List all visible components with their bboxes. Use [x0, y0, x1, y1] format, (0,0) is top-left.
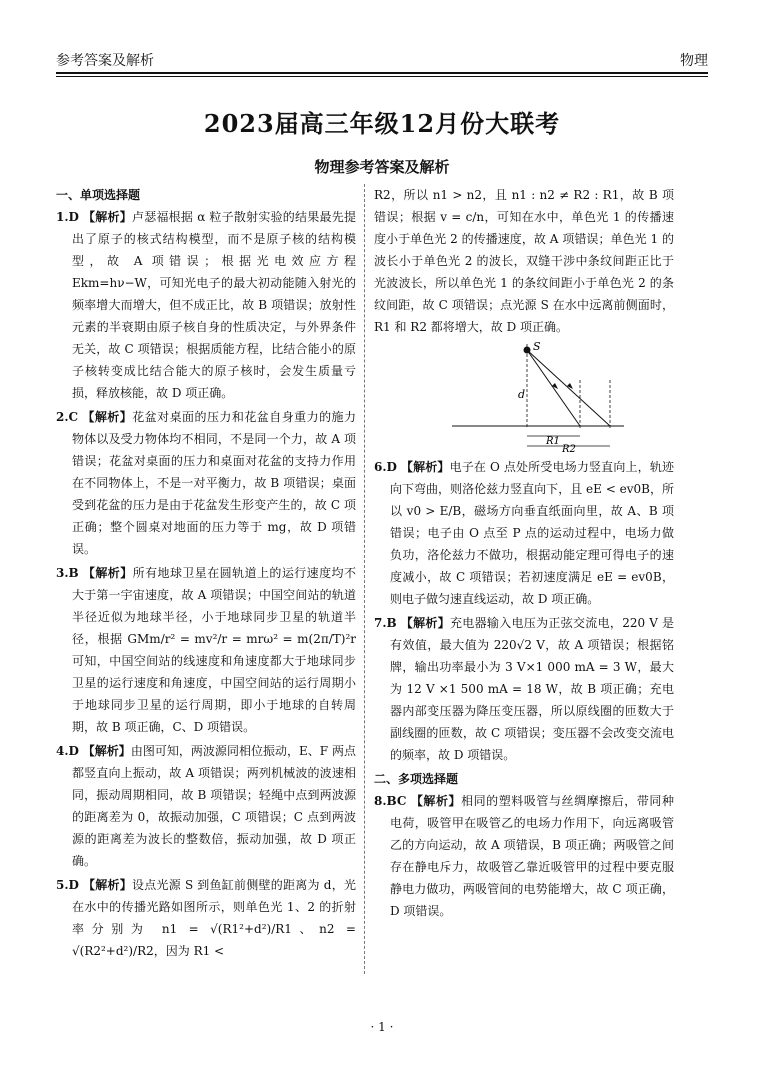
section-heading-single: 一、单项选择题	[56, 188, 141, 202]
answer-text: 设点光源 S 到鱼缸前侧壁的距离为 d，光在水中的传播光路如图所示，则单色光 1、2 的折射率分别为 n1 = √(R1²+d²)/R1、n2 = √(R2²+d²)/R2，因为 R1 <	[72, 878, 356, 958]
left-column	[56, 184, 356, 964]
answer-item-6	[374, 456, 674, 610]
answer-key: 4.D	[56, 744, 79, 758]
header-subject: 物理	[680, 53, 708, 69]
label-r2: R2	[562, 444, 576, 452]
answer-key: 1.D	[56, 210, 79, 224]
answer-text: 充电器输入电压为正弦交流电，220 V 是有效值，最大值为 220√2 V，故 A 项错误；根据铭牌，输出功率最小为 3 V×1 000 mA = 3 W，最大为 12 V ×1 500 mA = 18 W，故 B 项正确；充电器内部变压器为降压变压器，所以原线圈的匝数大于副线圈的匝数，故 C 项错误；变压器不会改变交流电的频率，故 D 项错误。	[390, 616, 674, 762]
label-d: d	[518, 388, 526, 401]
analysis-tag: 【解析】	[83, 210, 132, 224]
answer-text: 花盆对桌面的压力和花盆自身重力的施力物体以及受力物体均不相同，不是同一个力，故 A 项错误；花盆对桌面的压力和桌面对花盆的支持力作用在不同物体上，不是一对平衡力，故 B 项错误；桌面受到花盆的压力是由于花盆发生形变产生的，故 C 项正确；整个圆桌对地面的压力等于 mg，故 D 项错误。	[72, 410, 356, 556]
analysis-tag: 【解析】	[82, 410, 133, 424]
answer-key: 7.B	[374, 616, 397, 630]
page-subtitle: 物理参考答案及解析	[314, 158, 450, 176]
column-divider	[364, 184, 365, 974]
light-path-diagram	[434, 340, 634, 452]
header-left-text: 参考答案及解析	[56, 53, 154, 69]
light-source-point	[524, 347, 531, 354]
answer-text: 卢瑟福根据 α 粒子散射实验的结果最先提出了原子的核式结构模型，而不是原子核的结构模型，故 A 项错误；根据光电效应方程 Ekm=hν−W，可知光电子的最大初动能随入射光的频率增大而增大，但不成正比，故 B 项错误；放射性元素的半衰期由原子核自身的性质决定，与外界条件无关，故 C 项错误；根据质能方程，比结合能小的原子核转变成比结合能大的原子核时，会发生质量亏损，释放核能，故 D 项正确。	[72, 210, 356, 400]
answer-item-8	[374, 790, 674, 922]
analysis-tag: 【解析】	[400, 460, 450, 474]
answer-item-5	[56, 874, 356, 962]
answer-item-2	[56, 406, 356, 560]
analysis-tag: 【解析】	[82, 744, 131, 758]
answer-key: 8.BC	[374, 794, 407, 808]
answer-text: 由图可知，两波源同相位振动，E、F 两点都竖直向上振动，故 A 项错误；两列机械波的波速相同，振动周期相同，故 B 项错误；轻绳中点到两波源的距离差为 0，故振动加强，C 项错误；C 点到两波源的距离差为波长的整数倍，振动加强，故 D 项正确。	[72, 744, 356, 868]
analysis-tag: 【解析】	[400, 616, 450, 630]
answer-text: 电子在 O 点处所受电场力竖直向上，轨迹向下弯曲，则洛伦兹力竖直向下，且 eE < ev0B，所以 v0 > E/B，磁场方向垂直纸面向里，故 A、B 项错误；电子由 O 点至 P 点的运动过程中，电场力做负功，洛伦兹力不做功，根据动能定理可得电子的速度减小，故 C 项错误；若初速度满足 eE = ev0B，则电子做匀速直线运动，故 D 项正确。	[390, 460, 674, 606]
answer-key: 5.D	[56, 878, 79, 892]
header-rule-thin	[56, 76, 708, 77]
page-title: 2023届高三年级12月份大联考	[203, 109, 561, 138]
answer-key: 2.C	[56, 410, 79, 424]
answer-item-5-continued	[374, 184, 674, 338]
section-heading-multi: 二、多项选择题	[374, 772, 459, 786]
header-rule	[56, 72, 708, 74]
analysis-tag: 【解析】	[82, 566, 133, 580]
light-ray-2	[527, 350, 610, 426]
label-r1: R1	[546, 436, 560, 447]
analysis-tag: 【解析】	[83, 878, 132, 892]
ray-arrow	[552, 383, 558, 389]
answer-item-7	[374, 612, 674, 766]
answer-text: 相同的塑料吸管与丝绸摩擦后，带同种电荷，吸管甲在吸管乙的电场力作用下，向远离吸管乙的方向运动，故 A 项错误，B 项正确；两吸管之间存在静电斥力，故吸管乙靠近吸管甲的过程中要克服静电力做功，两吸管间的电势能增大，故 C 项正确，D 项错误。	[390, 794, 674, 918]
analysis-tag: 【解析】	[410, 794, 462, 808]
answer-item-3	[56, 562, 356, 738]
answer-item-4	[56, 740, 356, 872]
answer-text: R2，所以 n1 > n2，且 n1 : n2 ≠ R2 : R1，故 B 项错误；根据 v = c/n，可知在水中，单色光 1 的传播速度小于单色光 2 的传播速度，故 A 项错误；单色光 1 的波长小于单色光 2 的波长，双缝干涉中条纹间距正比于光波波长，所以单色光 1 的条纹间距小于单色光 2 的条纹间距，故 C 项错误；点光源 S 在水中远离前侧面时，R1 和 R2 都将增大，故 D 项正确。	[374, 188, 674, 334]
label-s: S	[533, 340, 541, 353]
answer-key: 3.B	[56, 566, 79, 580]
answer-key: 6.D	[374, 460, 397, 474]
right-column	[374, 184, 674, 924]
answer-item-1	[56, 206, 356, 404]
answer-text: 所有地球卫星在圆轨道上的运行速度均不大于第一宇宙速度，故 A 项错误；中国空间站的轨道半径近似为地球半径，小于地球同步卫星的轨道半径，根据 GMm/r² = mv²/r = mrω² = m(2π/T)²r 可知，中国空间站的线速度和角速度都大于地球同步卫星的运行速度和角速度，中国空间站的运行周期小于地球同步卫星的运行周期，即小于地球的自转周期，故 B 项正确，C、D 项错误。	[72, 566, 356, 734]
page-header	[56, 44, 708, 72]
page-number: · 1 ·	[370, 1020, 394, 1034]
